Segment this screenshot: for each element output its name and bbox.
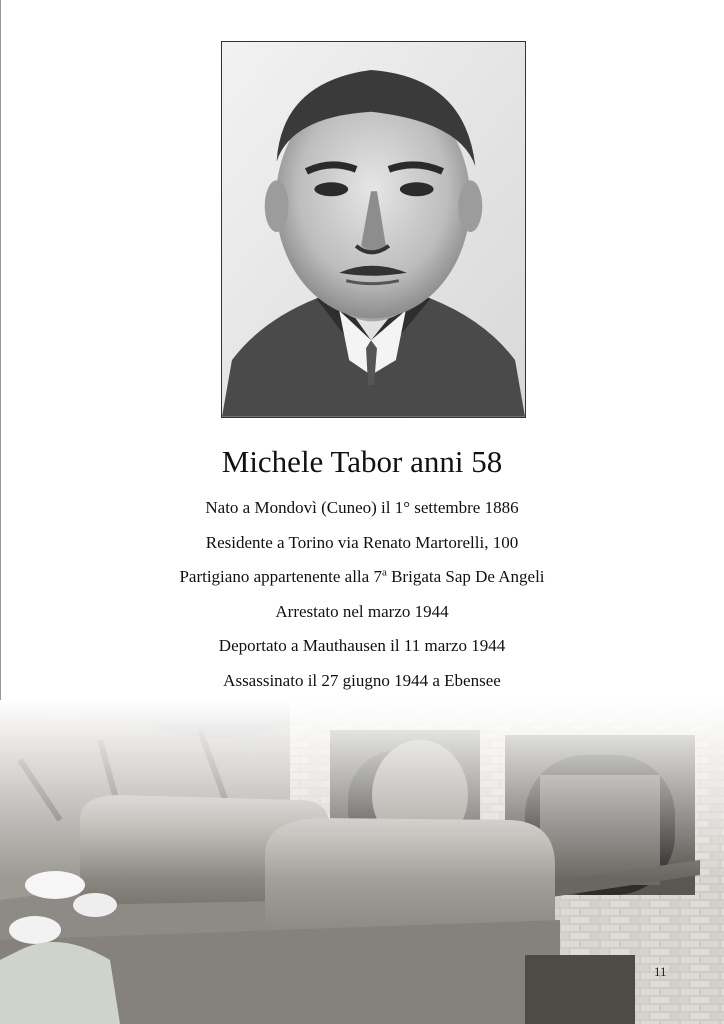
partisan-prefix: Partigiano appartenente alla 7 (179, 567, 382, 586)
portrait-photo (221, 41, 526, 418)
page-number: 11 (654, 964, 667, 979)
death-line: Assassinato il 27 giugno 1944 a Ebensee (223, 670, 501, 690)
birth-line: Nato a Mondovì (Cuneo) il 1° settembre 1886 (205, 498, 519, 517)
residence-line: Residente a Torino via Renato Martorelli, 100 (205, 532, 519, 552)
partisan-superscript: a (381, 566, 387, 579)
partisan-line (0, 560, 724, 595)
deportation-line: Deportato a Mauthausen il 11 marzo 1944 (218, 636, 506, 655)
partisan-suffix: Brigata Sap De Angeli (386, 567, 545, 586)
arrest-line: Arrestato nel marzo 1944 (275, 601, 449, 621)
crematorium-background-photo (0, 700, 724, 1024)
person-name: Michele Tabor anni 58 (221, 444, 503, 479)
biography-details (0, 491, 724, 733)
